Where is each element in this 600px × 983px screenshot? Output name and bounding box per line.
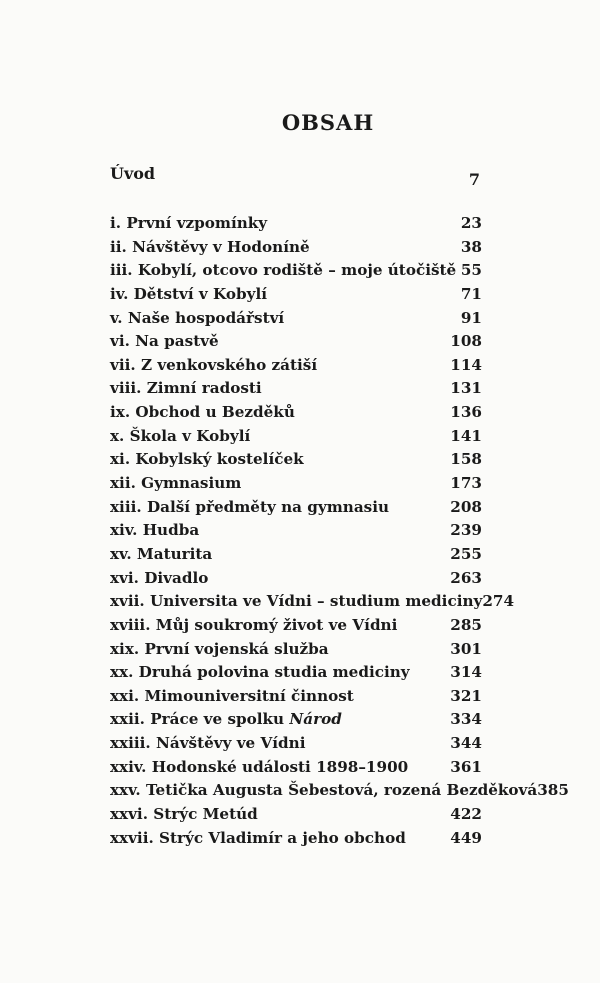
entry-label-text: xiii. Další předměty na gymnasiu [110,497,390,516]
page-title: OBSAH [281,110,375,135]
entry-label-text: iii. Kobylí, otcovo rodiště – moje útočiště [110,261,457,280]
entry-label [110,212,267,236]
entry-page: 344 [450,734,482,753]
entry-label [110,472,241,496]
entry-label [110,401,295,425]
toc-entry [110,330,482,354]
toc-entry [110,496,482,520]
entry-page: 158 [450,450,482,469]
toc-entry [110,803,482,827]
entry-page: 321 [450,686,482,705]
entry-label-text: vi. Na pastvě [110,332,219,351]
entry-page: 385 [537,781,569,800]
entry-label-text: ix. Obchod u Bezděků [110,403,295,422]
entry-label [110,638,329,662]
entry-label [110,756,408,780]
entry-label-text: i. První vzpomínky [110,214,268,232]
entry-label [110,259,456,283]
entry-label-text: xv. Maturita [110,544,213,563]
entry-label [110,708,342,732]
entry-label-text: xviii. Můj soukromý život ve Vídni [110,615,398,634]
entry-label [110,543,212,567]
entry-label-text: xxi. Mimouniversitní činnost [110,686,354,705]
entry-page: 314 [450,663,482,682]
entry-label [110,827,406,851]
entry-label-text: vii. Z venkovského zátiší [110,355,318,374]
toc-entry [110,567,482,591]
entry-page: 334 [450,710,482,729]
toc-entry-intro [110,164,480,189]
toc-entry [110,425,482,449]
entry-page: 108 [450,332,482,351]
entry-page: 449 [450,828,482,847]
toc-entry [110,307,482,331]
toc-entry [110,543,482,567]
entry-page: 38 [460,237,482,256]
entry-label-text: iv. Dětství v Kobylí [110,284,268,303]
entry-label [110,283,267,307]
entry-page: 7 [468,170,480,189]
toc-entry [110,377,482,401]
toc-entry [110,685,482,709]
entry-label-italic: Národ [289,710,342,729]
entry-page: 301 [450,639,482,658]
toc-entry [110,236,482,260]
toc-entry [110,448,482,472]
entry-label [110,519,199,543]
entry-page: 422 [450,805,482,824]
entry-label-text: xii. Gymnasium [110,474,242,493]
entry-page: 173 [450,474,482,493]
entry-label [110,803,258,827]
toc-entry [110,354,482,378]
toc-entry [110,756,482,780]
entry-label-text: xx. Druhá polovina studia mediciny [110,663,410,682]
entry-label [110,354,317,378]
toc-entry [110,519,482,543]
entry-page: 55 [460,261,482,280]
entry-label-text: xxii. Práce ve spolku [110,710,290,729]
entry-label [110,567,208,591]
toc-entry [110,614,482,638]
entry-page: 285 [450,615,482,634]
entry-page: 23 [460,214,482,232]
entry-label-text: xxv. Tetička Augusta Šebestová, rozená Bezděková [110,781,538,800]
toc-entry [110,472,482,496]
entry-page: 136 [450,403,482,422]
entry-label [110,496,389,520]
entry-label-text: xxiii. Návštěvy ve Vídni [110,734,306,753]
entry-label [110,779,537,803]
toc-entry [110,259,482,283]
toc-entry [110,401,482,425]
entry-label [110,614,397,638]
entry-label [110,236,310,260]
entry-page: 91 [460,308,482,327]
entry-label-text: ii. Návštěvy v Hodoníně [110,237,310,256]
entry-label [110,732,305,756]
entry-page: 208 [450,497,482,516]
entry-page: 274 [482,592,515,611]
entry-label-text: x. Škola v Kobylí [110,426,251,445]
entry-label [110,425,250,449]
entry-page: 239 [450,521,482,540]
entry-label [110,448,304,472]
entry-page: 141 [450,426,482,445]
entry-label: Úvod [110,164,156,183]
toc-entry [110,827,482,851]
entry-page: 361 [450,757,482,776]
toc-entry [110,283,482,307]
toc-entry [110,779,569,803]
entry-label-text: viii. Zimní radosti [110,379,262,398]
toc-entry [110,212,482,236]
entry-page: 71 [460,284,482,303]
entry-label-text: xvii. Universita ve Vídni – studium mediciny [110,592,483,611]
toc-entry [110,661,482,685]
entry-label-text: xi. Kobylský kostelíček [110,450,304,469]
entry-label-text: xix. První vojenská služba [110,639,329,658]
toc-entry [110,590,515,614]
entry-label-text: xxvi. Strýc Metúd [110,805,258,824]
table-of-contents [110,212,569,850]
entry-label [110,377,262,401]
entry-label-text: xvi. Divadlo [110,568,209,587]
entry-page: 131 [450,379,482,398]
entry-page: 114 [450,355,482,374]
entry-label-text: xxvii. Strýc Vladimír a jeho obchod [110,828,406,847]
entry-page: 255 [450,544,482,563]
entry-label-text: v. Naše hospodářství [110,308,285,327]
toc-entry [110,638,482,662]
entry-label [110,307,284,331]
toc-entry [110,708,482,732]
toc-entry [110,732,482,756]
entry-label [110,590,482,614]
entry-page: 263 [450,568,482,587]
entry-label-text: xiv. Hudba [110,521,200,540]
entry-label [110,330,219,354]
entry-label [110,685,354,709]
entry-label [110,661,410,685]
entry-label-text: xxiv. Hodonské události 1898–1900 [110,757,409,776]
